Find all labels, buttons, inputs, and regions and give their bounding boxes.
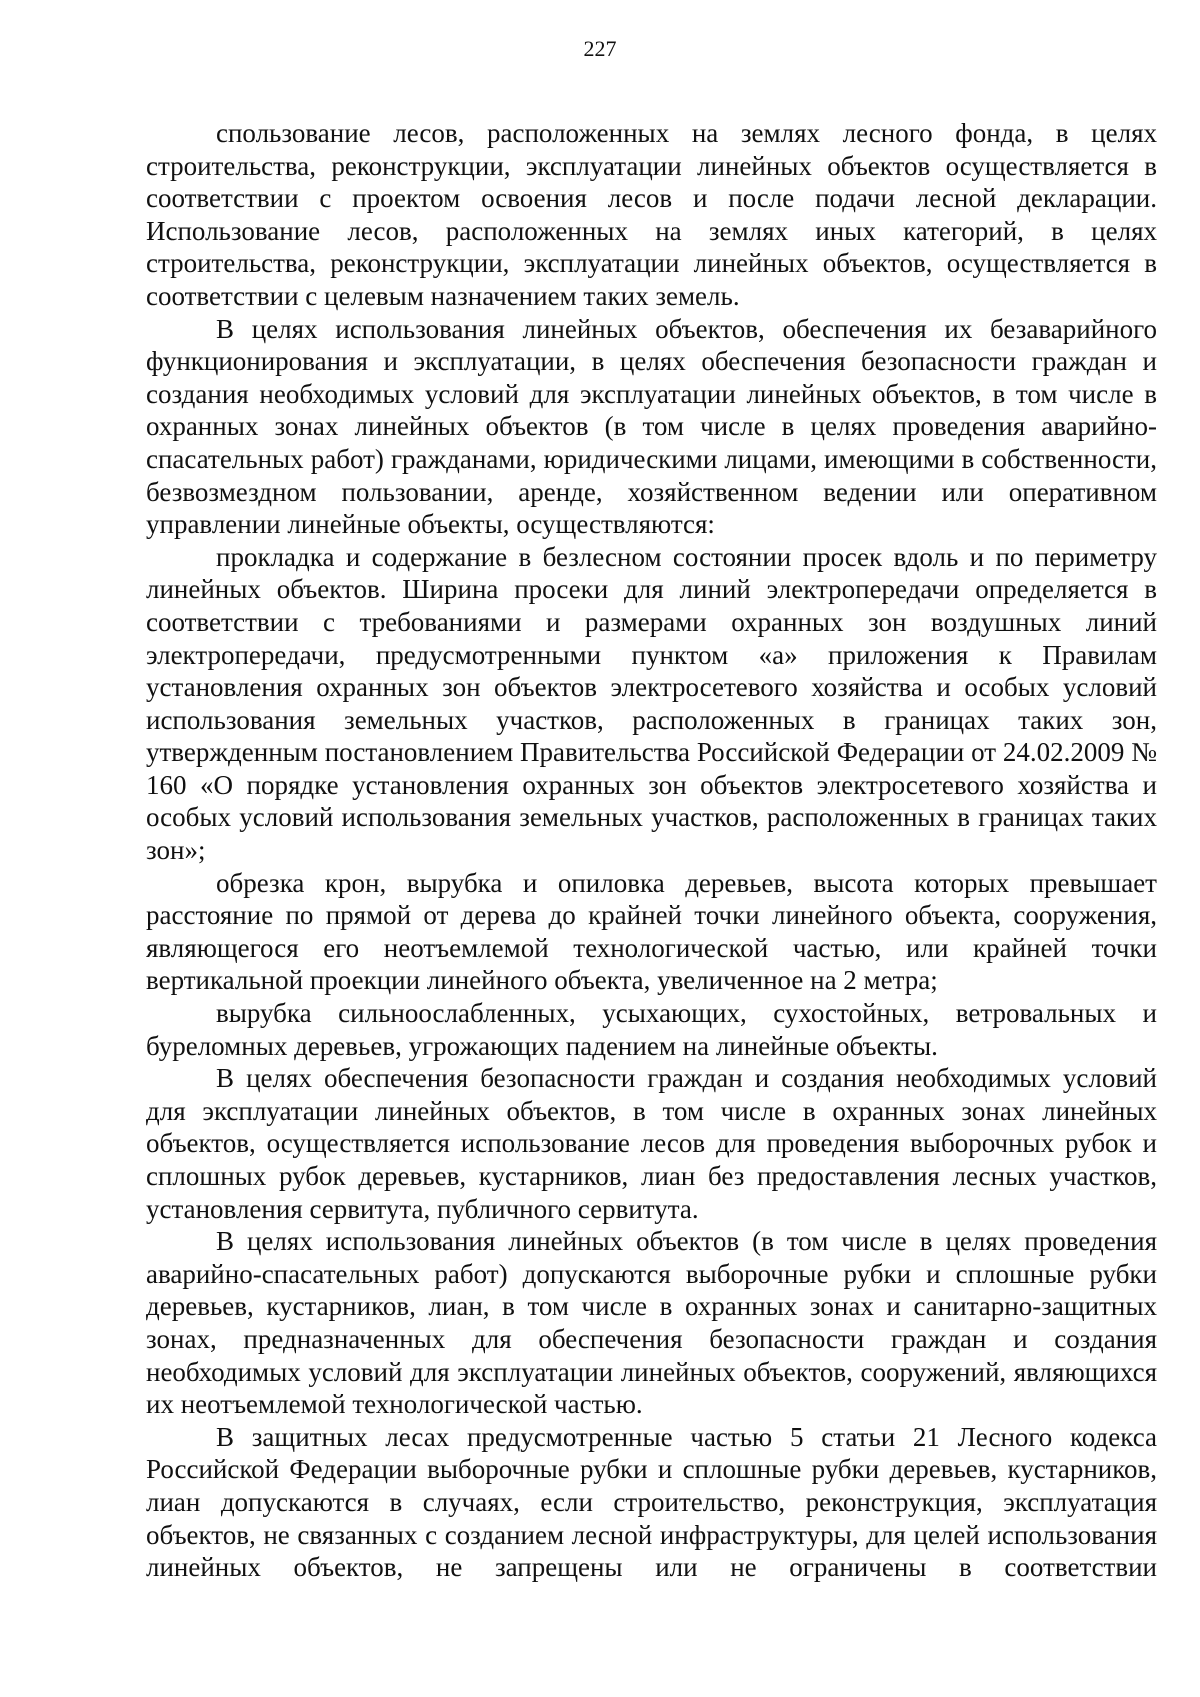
paragraph-3: прокладка и содержание в безлесном состоянии просек вдоль и по периметру линейных объектов. Ширина просеки для линий электропередачи определяется в соответствии с требованиями и размерами охранных зон воздушных линий электропередачи, предусмотренными пунктом «а» приложения к Правилам установления охранных зон объектов электросетевого хозяйства и особых условий использования земельных участков, расположенных в границах таких зон, утвержденным постановлением Правительства Российской Федерации от 24.02.2009 № 160 «О порядке установления охранных зон объектов электросетевого хозяйства и особых условий использования земельных участков, расположенных в границах таких зон»; (146, 541, 1157, 866)
paragraph-7: В целях использования линейных объектов (в том числе в целях проведения аварийно-спасательных работ) допускаются выборочные рубки и сплошные рубки деревьев, кустарников, лиан, в том числе в охранных зонах и санитарно-защитных зонах, предназначенных для обеспечения безопасности граждан и создания необходимых условий для эксплуатации линейных объектов, сооружений, являющихся их неотъемлемой технологической частью. (146, 1226, 1157, 1420)
page-number: 227 (583, 36, 617, 61)
paragraph-2: В целях использования линейных объектов, обеспечения их безаварийного функционирования и эксплуатации, в целях обеспечения безопасности граждан и создания необходимых условий для эксплуатации линейных объектов, в том числе в охранных зонах линейных объектов (в том числе в целях проведения аварийно-спасательных работ) гражданами, юридическими лицами, имеющими в собственности, безвозмездном пользовании, аренде, хозяйственном ведении или оперативном управлении линейные объекты, осуществляются: (146, 313, 1157, 540)
paragraph-1: спользование лесов, расположенных на землях лесного фонда, в целях строительства, реконструкции, эксплуатации линейных объектов осуществляется в соответствии с проектом освоения лесов и после подачи лесной декларации. Использование лесов, расположенных на землях иных категорий, в целях строительства, реконструкции, эксплуатации линейных объектов, осуществляется в соответствии с целевым назначением таких земель. (146, 118, 1157, 311)
paragraph-5: вырубка сильноослабленных, усыхающих, сухостойных, ветровальных и буреломных деревьев, угрожающих падением на линейные объекты. (146, 998, 1157, 1061)
paragraph-8: В защитных лесах предусмотренные частью 5 статьи 21 Лесного кодекса Российской Федерации выборочные рубки и сплошные рубки деревьев, кустарников, лиан допускаются в случаях, если строительство, реконструкция, эксплуатация объектов, не связанных с созданием лесной инфраструктуры, для целей использования линейных объектов, не запрещены или не ограничены в соответствии (146, 1421, 1157, 1583)
paragraph-6: В целях обеспечения безопасности граждан и создания необходимых условий для эксплуатации линейных объектов, в том числе в охранных зонах линейных объектов, осуществляется использование лесов для проведения выборочных рубок и сплошных рубок деревьев, кустарников, лиан без предоставления лесных участков, установления сервитута, публичного сервитута. (146, 1063, 1157, 1224)
paragraph-4: обрезка крон, вырубка и опиловка деревьев, высота которых превышает расстояние по прямой от дерева до крайней точки линейного объекта, сооружения, являющегося его неотъемлемой технологической частью, или крайней точки вертикальной проекции линейного объекта, увеличенное на 2 метра; (146, 867, 1157, 996)
document-body (146, 117, 1157, 1584)
